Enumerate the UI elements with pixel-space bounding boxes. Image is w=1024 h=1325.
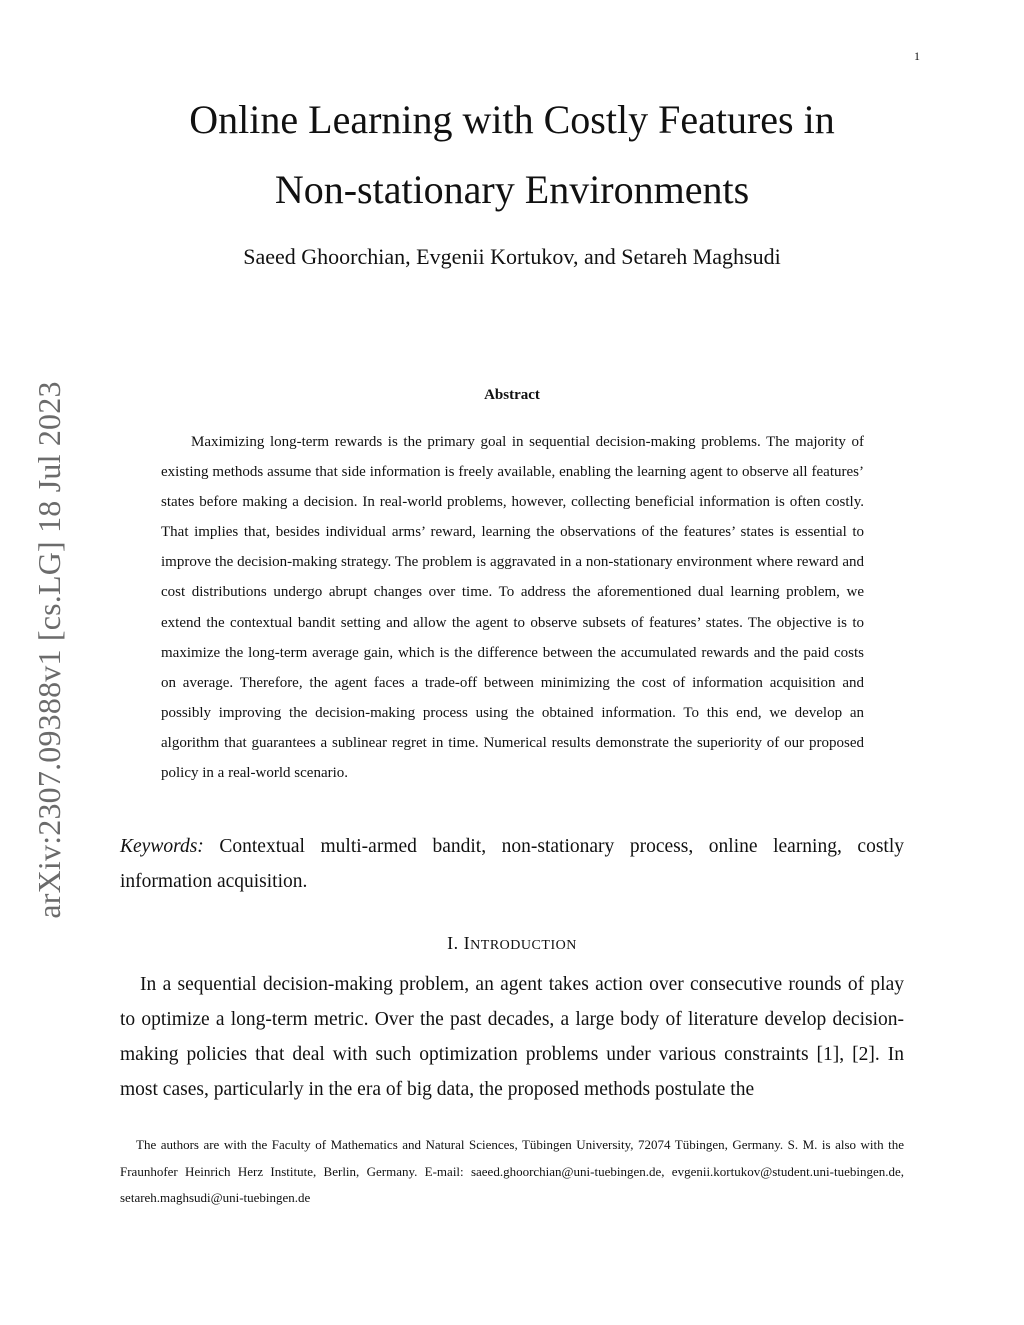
keywords-paragraph [120, 829, 904, 899]
keywords-label: Keywords: [120, 836, 204, 857]
page-number: 1 [914, 49, 920, 63]
paper-title-line-1: Online Learning with Costly Features in [189, 97, 835, 142]
author-affiliation-footnote: The authors are with the Faculty of Mathematics and Natural Sciences, Tübingen University, 72074 Tübingen, Germany. S. M. is also with the Fraunhofer Heinrich Herz Institute, Berlin, Germany. E-mail: saeed.ghoorchian@uni-tuebingen.de, evgenii.kortukov@student.uni-tuebingen.de, setareh.maghsudi@uni-tuebingen.de [120, 1137, 904, 1205]
author-list: Saeed Ghoorchian, Evgenii Kortukov, and Setareh Maghsudi [243, 244, 781, 269]
paper-title-line-2: Non-stationary Environments [274, 167, 750, 212]
section-heading-introduction: I. INTRODUCTION [447, 933, 577, 953]
abstract-heading: Abstract [484, 387, 540, 403]
arxiv-identifier-stamp: arXiv:2307.09388v1 [cs.LG] 18 Jul 2023 [31, 381, 67, 919]
abstract-text: Maximizing long-term rewards is the primary goal in sequential decision-making problems. The majority of existing methods assume that side information is freely available, enabling the learning agent to observe all features’ states before making a decision. In real-world problems, however, collecting beneficial information is often costly. That implies that, besides individual arms’ reward, learning the observations of the features’ states is essential to improve the decision-making strategy. The problem is aggravated in a non-stationary environment where reward and cost distributions undergo abrupt changes over time. To address the aforementioned dual learning problem, we extend the contextual bandit setting and allow the agent to observe subsets of features’ states. The objective is to maximize the long-term average gain, which is the difference between the accumulated rewards and the paid costs on average. Therefore, the agent faces a trade-off between minimizing the cost of information acquisition and possibly improving the decision-making process using the obtained information. To this end, we develop an algorithm that guarantees a sublinear regret in time. Numerical results demonstrate the superiority of our proposed policy in a real-world scenario. [161, 434, 864, 782]
introduction-text: In a sequential decision-making problem, an agent takes action over consecutive rounds of play to optimize a long-term metric. Over the past decades, a large body of literature develop decision-making policies that deal with such optimization problems under various constraints [1], [2]. In most cases, particularly in the era of big data, the proposed methods postulate the [120, 974, 904, 1100]
keywords-text: Contextual multi-armed bandit, non-stationary process, online learning, costly information acquisition. [120, 836, 905, 892]
